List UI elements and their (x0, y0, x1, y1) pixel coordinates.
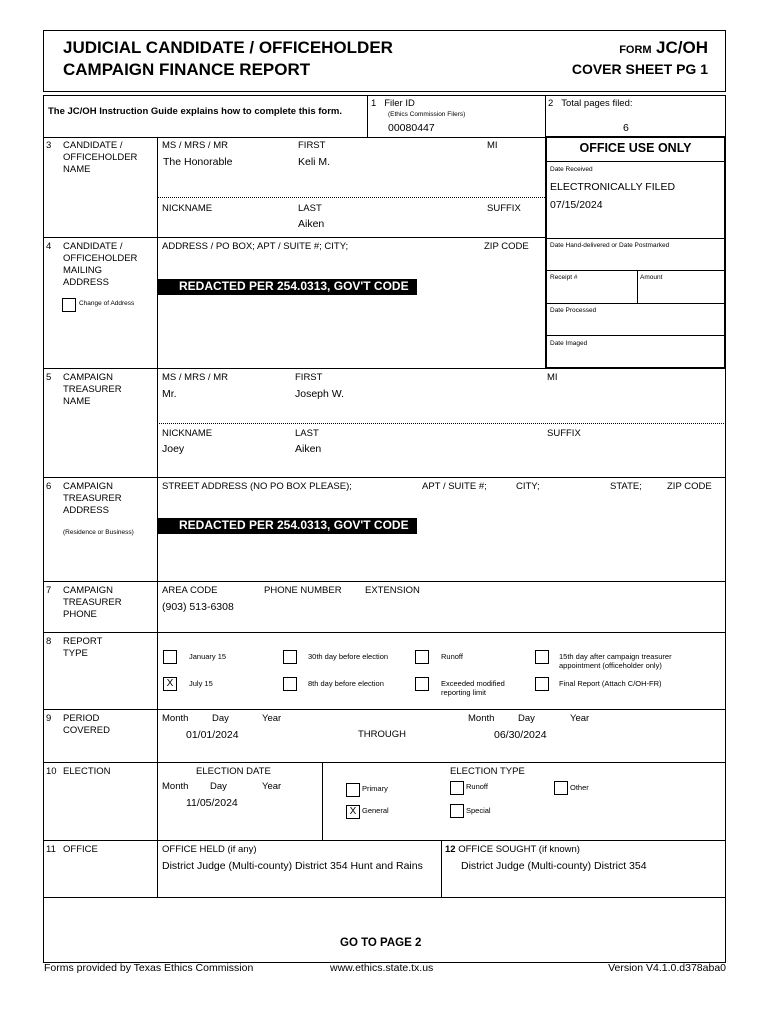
candidate-mi-label: MI (487, 140, 498, 151)
area-code-label: AREA CODE (162, 585, 218, 596)
treasurer-title-label: MS / MRS / MR (162, 372, 228, 383)
section-11-number: 11 (46, 844, 56, 855)
report-type-checkbox[interactable] (283, 650, 297, 664)
section-3-label: CANDIDATE / OFFICEHOLDER NAME (63, 140, 138, 175)
candidate-nickname-label: NICKNAME (162, 203, 213, 214)
election-type-checkbox[interactable] (554, 781, 568, 795)
phone-number-label: PHONE NUMBER (264, 585, 342, 596)
office-use-title: OFFICE USE ONLY (579, 141, 692, 155)
report-type-checkbox[interactable] (415, 650, 429, 664)
hand-delivered-label: Date Hand-delivered or Date Postmarked (550, 242, 670, 249)
treasurer-first-value: Joseph W. (295, 388, 345, 400)
instructions-text: The JC/OH Instruction Guide explains how to complete this form. (48, 106, 343, 117)
treasurer-redacted-bar: REDACTED PER 254.0313, GOV'T CODE (157, 518, 417, 534)
period-year-label: Year (262, 713, 282, 724)
section-4-number: 4 (46, 241, 52, 252)
period-year-label: Year (570, 713, 590, 724)
apt-suite-label: APT / SUITE #; (422, 481, 487, 492)
report-type-checkbox[interactable] (535, 677, 549, 691)
candidate-first-value: Keli M. (298, 156, 331, 168)
period-through-label: THROUGH (358, 729, 407, 740)
form-title-line1: JUDICIAL CANDIDATE / OFFICEHOLDER (63, 38, 393, 57)
mailing-redacted-bar: REDACTED PER 254.0313, GOV'T CODE (157, 279, 417, 295)
treasurer-suffix-label: SUFFIX (547, 428, 581, 439)
go-to-page-2: GO TO PAGE 2 (340, 937, 422, 949)
divider (367, 95, 368, 138)
filer-id-value: 00080447 (388, 122, 435, 134)
candidate-title-label: MS / MRS / MR (162, 140, 228, 151)
divider (43, 477, 726, 478)
report-type-checkbox[interactable] (415, 677, 429, 691)
treasurer-last-value: Aiken (295, 443, 322, 455)
form-code (619, 38, 708, 58)
election-type-option: Primary (362, 784, 388, 793)
mailing-address-label: ADDRESS / PO BOX; APT / SUITE #; CITY; (162, 241, 349, 252)
section-7-number: 7 (46, 585, 52, 596)
treasurer-mi-label: MI (547, 372, 558, 383)
treasurer-nickname-value: Joey (162, 443, 185, 455)
divider (43, 632, 726, 633)
section-8-number: 8 (46, 636, 52, 647)
election-date-label: ELECTION DATE (196, 766, 271, 777)
section-8-label: REPORT TYPE (63, 636, 103, 659)
period-from-date: 01/01/2024 (186, 729, 239, 741)
filer-id-sub: (Ethics Commission Filers) (388, 111, 466, 118)
report-type-checkbox[interactable] (163, 650, 177, 664)
divider (545, 238, 726, 239)
section-9-label: PERIOD COVERED (63, 713, 110, 736)
city-label: CITY; (516, 481, 540, 492)
treasurer-zip-label: ZIP CODE (667, 481, 712, 492)
phone-value: (903) 513-6308 (162, 601, 234, 613)
footer-url: www.ethics.state.tx.us (330, 962, 434, 974)
date-processed-label: Date Processed (550, 307, 597, 314)
change-of-address-label: Change of Address (79, 300, 135, 307)
change-of-address-checkbox[interactable] (62, 298, 76, 312)
form-title-line2: CAMPAIGN FINANCE REPORT (63, 60, 311, 79)
total-pages-value: 6 (623, 122, 629, 134)
divider (545, 95, 546, 138)
office-sought-value: District Judge (Multi-county) District 354 (461, 860, 647, 872)
section-4-label: CANDIDATE / OFFICEHOLDER MAILING ADDRESS (63, 241, 138, 288)
form-label: FORM (619, 44, 652, 56)
period-day-label: Day (212, 713, 229, 724)
total-pages-label: 2 Total pages filed: (548, 98, 633, 109)
divider (545, 303, 726, 304)
report-type-label: 8th day before election (308, 679, 384, 688)
election-type-option: General (362, 806, 389, 815)
divider (441, 840, 442, 898)
divider (43, 897, 726, 898)
treasurer-title-value: Mr. (162, 388, 177, 400)
election-date-value: 11/05/2024 (186, 797, 238, 809)
filing-date: 07/15/2024 (550, 199, 603, 211)
candidate-last-label: LAST (298, 203, 322, 214)
divider (43, 581, 726, 582)
election-day-label: Day (210, 781, 227, 792)
divider (545, 335, 726, 336)
section-6-label: CAMPAIGN TREASURER ADDRESS (63, 481, 122, 516)
dotted-divider (157, 423, 726, 424)
section-10-number: 10 (46, 766, 57, 777)
divider (43, 237, 546, 238)
report-type-checkbox[interactable]: X (163, 677, 177, 691)
divider (43, 762, 726, 763)
office-sought-label: 12 OFFICE SOUGHT (if known) (445, 844, 580, 855)
amount-label: Amount (640, 274, 663, 281)
office-held-value: District Judge (Multi-county) District 354 Hunt and Rains (162, 860, 423, 872)
report-type-checkbox[interactable] (535, 650, 549, 664)
divider (43, 368, 726, 369)
treasurer-first-label: FIRST (295, 372, 323, 383)
footer-provider: Forms provided by Texas Ethics Commission (44, 962, 254, 974)
candidate-first-label: FIRST (298, 140, 326, 151)
cover-sheet-label: COVER SHEET PG 1 (571, 61, 708, 77)
filing-status: ELECTRONICALLY FILED (550, 181, 676, 193)
section-11-label: OFFICE (63, 844, 98, 855)
election-type-checkbox[interactable]: X (346, 805, 360, 819)
date-received-label: Date Received (550, 166, 593, 173)
section-10-label: ELECTION (63, 766, 111, 777)
dotted-divider (157, 197, 545, 198)
election-type-checkbox[interactable] (450, 781, 464, 795)
divider (43, 840, 726, 841)
report-type-label: July 15 (189, 679, 213, 688)
mailing-zip-label: ZIP CODE (484, 241, 529, 252)
divider (322, 762, 323, 840)
street-address-label: STREET ADDRESS (NO PO BOX PLEASE); (162, 481, 352, 492)
election-type-option: Special (466, 806, 491, 815)
election-month-label: Month (162, 781, 189, 792)
election-type-option: Runoff (466, 782, 488, 791)
election-type-checkbox[interactable] (346, 783, 360, 797)
report-type-label: January 15 (189, 652, 227, 661)
divider (637, 270, 638, 303)
election-type-checkbox[interactable] (450, 804, 464, 818)
divider (545, 161, 726, 162)
candidate-title-value: The Honorable (163, 156, 233, 168)
report-type-label: Final Report (Attach C/OH-FR) (559, 679, 662, 688)
section-5-number: 5 (46, 372, 52, 383)
section-6-number: 6 (46, 481, 52, 492)
candidate-suffix-label: SUFFIX (487, 203, 521, 214)
period-month-label: Month (468, 713, 495, 724)
report-type-label: 15th day after campaign treasurer appointment (officeholder only) (559, 652, 672, 670)
section-5-label: CAMPAIGN TREASURER NAME (63, 372, 122, 407)
footer-version: Version V4.1.0.d378aba0 (608, 962, 726, 974)
section-3-number: 3 (46, 140, 52, 151)
treasurer-last-label: LAST (295, 428, 319, 439)
report-type-label: Exceeded modified reporting limit (441, 679, 505, 697)
period-month-label: Month (162, 713, 189, 724)
date-imaged-label: Date Imaged (550, 340, 588, 347)
election-type-label: ELECTION TYPE (450, 766, 525, 777)
report-type-label: Runoff (441, 652, 463, 661)
extension-label: EXTENSION (365, 585, 420, 596)
divider (43, 709, 726, 710)
section-7-label: CAMPAIGN TREASURER PHONE (63, 585, 122, 620)
election-year-label: Year (262, 781, 282, 792)
divider (545, 270, 726, 271)
form-code-value: JC/OH (656, 38, 708, 57)
section-6-sub: (Residence or Business) (63, 529, 134, 536)
section-9-number: 9 (46, 713, 52, 724)
election-type-option: Other (570, 783, 589, 792)
period-day-label: Day (518, 713, 535, 724)
filer-id-label: 1 Filer ID (371, 98, 415, 109)
office-held-label: OFFICE HELD (if any) (162, 844, 257, 855)
treasurer-nickname-label: NICKNAME (162, 428, 213, 439)
state-label: STATE; (610, 481, 642, 492)
period-to-date: 06/30/2024 (494, 729, 547, 741)
report-type-checkbox[interactable] (283, 677, 297, 691)
candidate-last-value: Aiken (298, 218, 325, 230)
receipt-label: Receipt # (550, 274, 578, 281)
report-type-label: 30th day before election (308, 652, 389, 661)
